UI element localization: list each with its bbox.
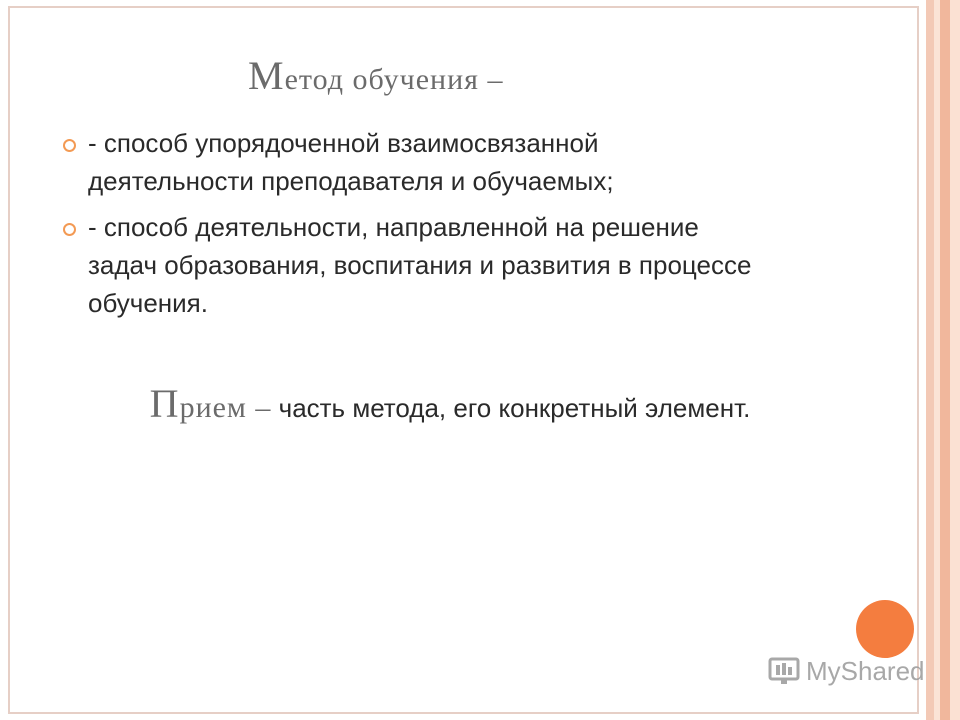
title-initial: М [248, 53, 285, 98]
bullet-circle-icon [63, 139, 76, 152]
bullet-list [66, 124, 766, 330]
orange-circle-decoration [856, 600, 914, 658]
definition-text: часть метода, его конкретный элемент. [271, 393, 751, 423]
definition [120, 380, 780, 427]
definition-term [149, 381, 272, 426]
decorative-stripes [922, 0, 960, 720]
watermark-text: MyShared [806, 656, 925, 686]
slide-title [248, 52, 503, 99]
term-rest: рием – [179, 391, 272, 424]
title-rest: етод обучения – [284, 63, 504, 96]
watermark [768, 656, 925, 687]
slide-frame [8, 6, 919, 714]
myshared-logo-icon [768, 657, 802, 687]
bullet-item [66, 208, 766, 322]
bullet-item [66, 124, 766, 200]
bullet-circle-icon [63, 223, 76, 236]
bullet-text: - способ упорядоченной взаимосвязанной деятельности преподавателя и обучаемых; [88, 128, 614, 196]
bullet-text: - способ деятельности, направленной на решение задач образования, воспитания и развития в процессе обучения. [88, 212, 752, 318]
term-initial: П [149, 381, 180, 426]
